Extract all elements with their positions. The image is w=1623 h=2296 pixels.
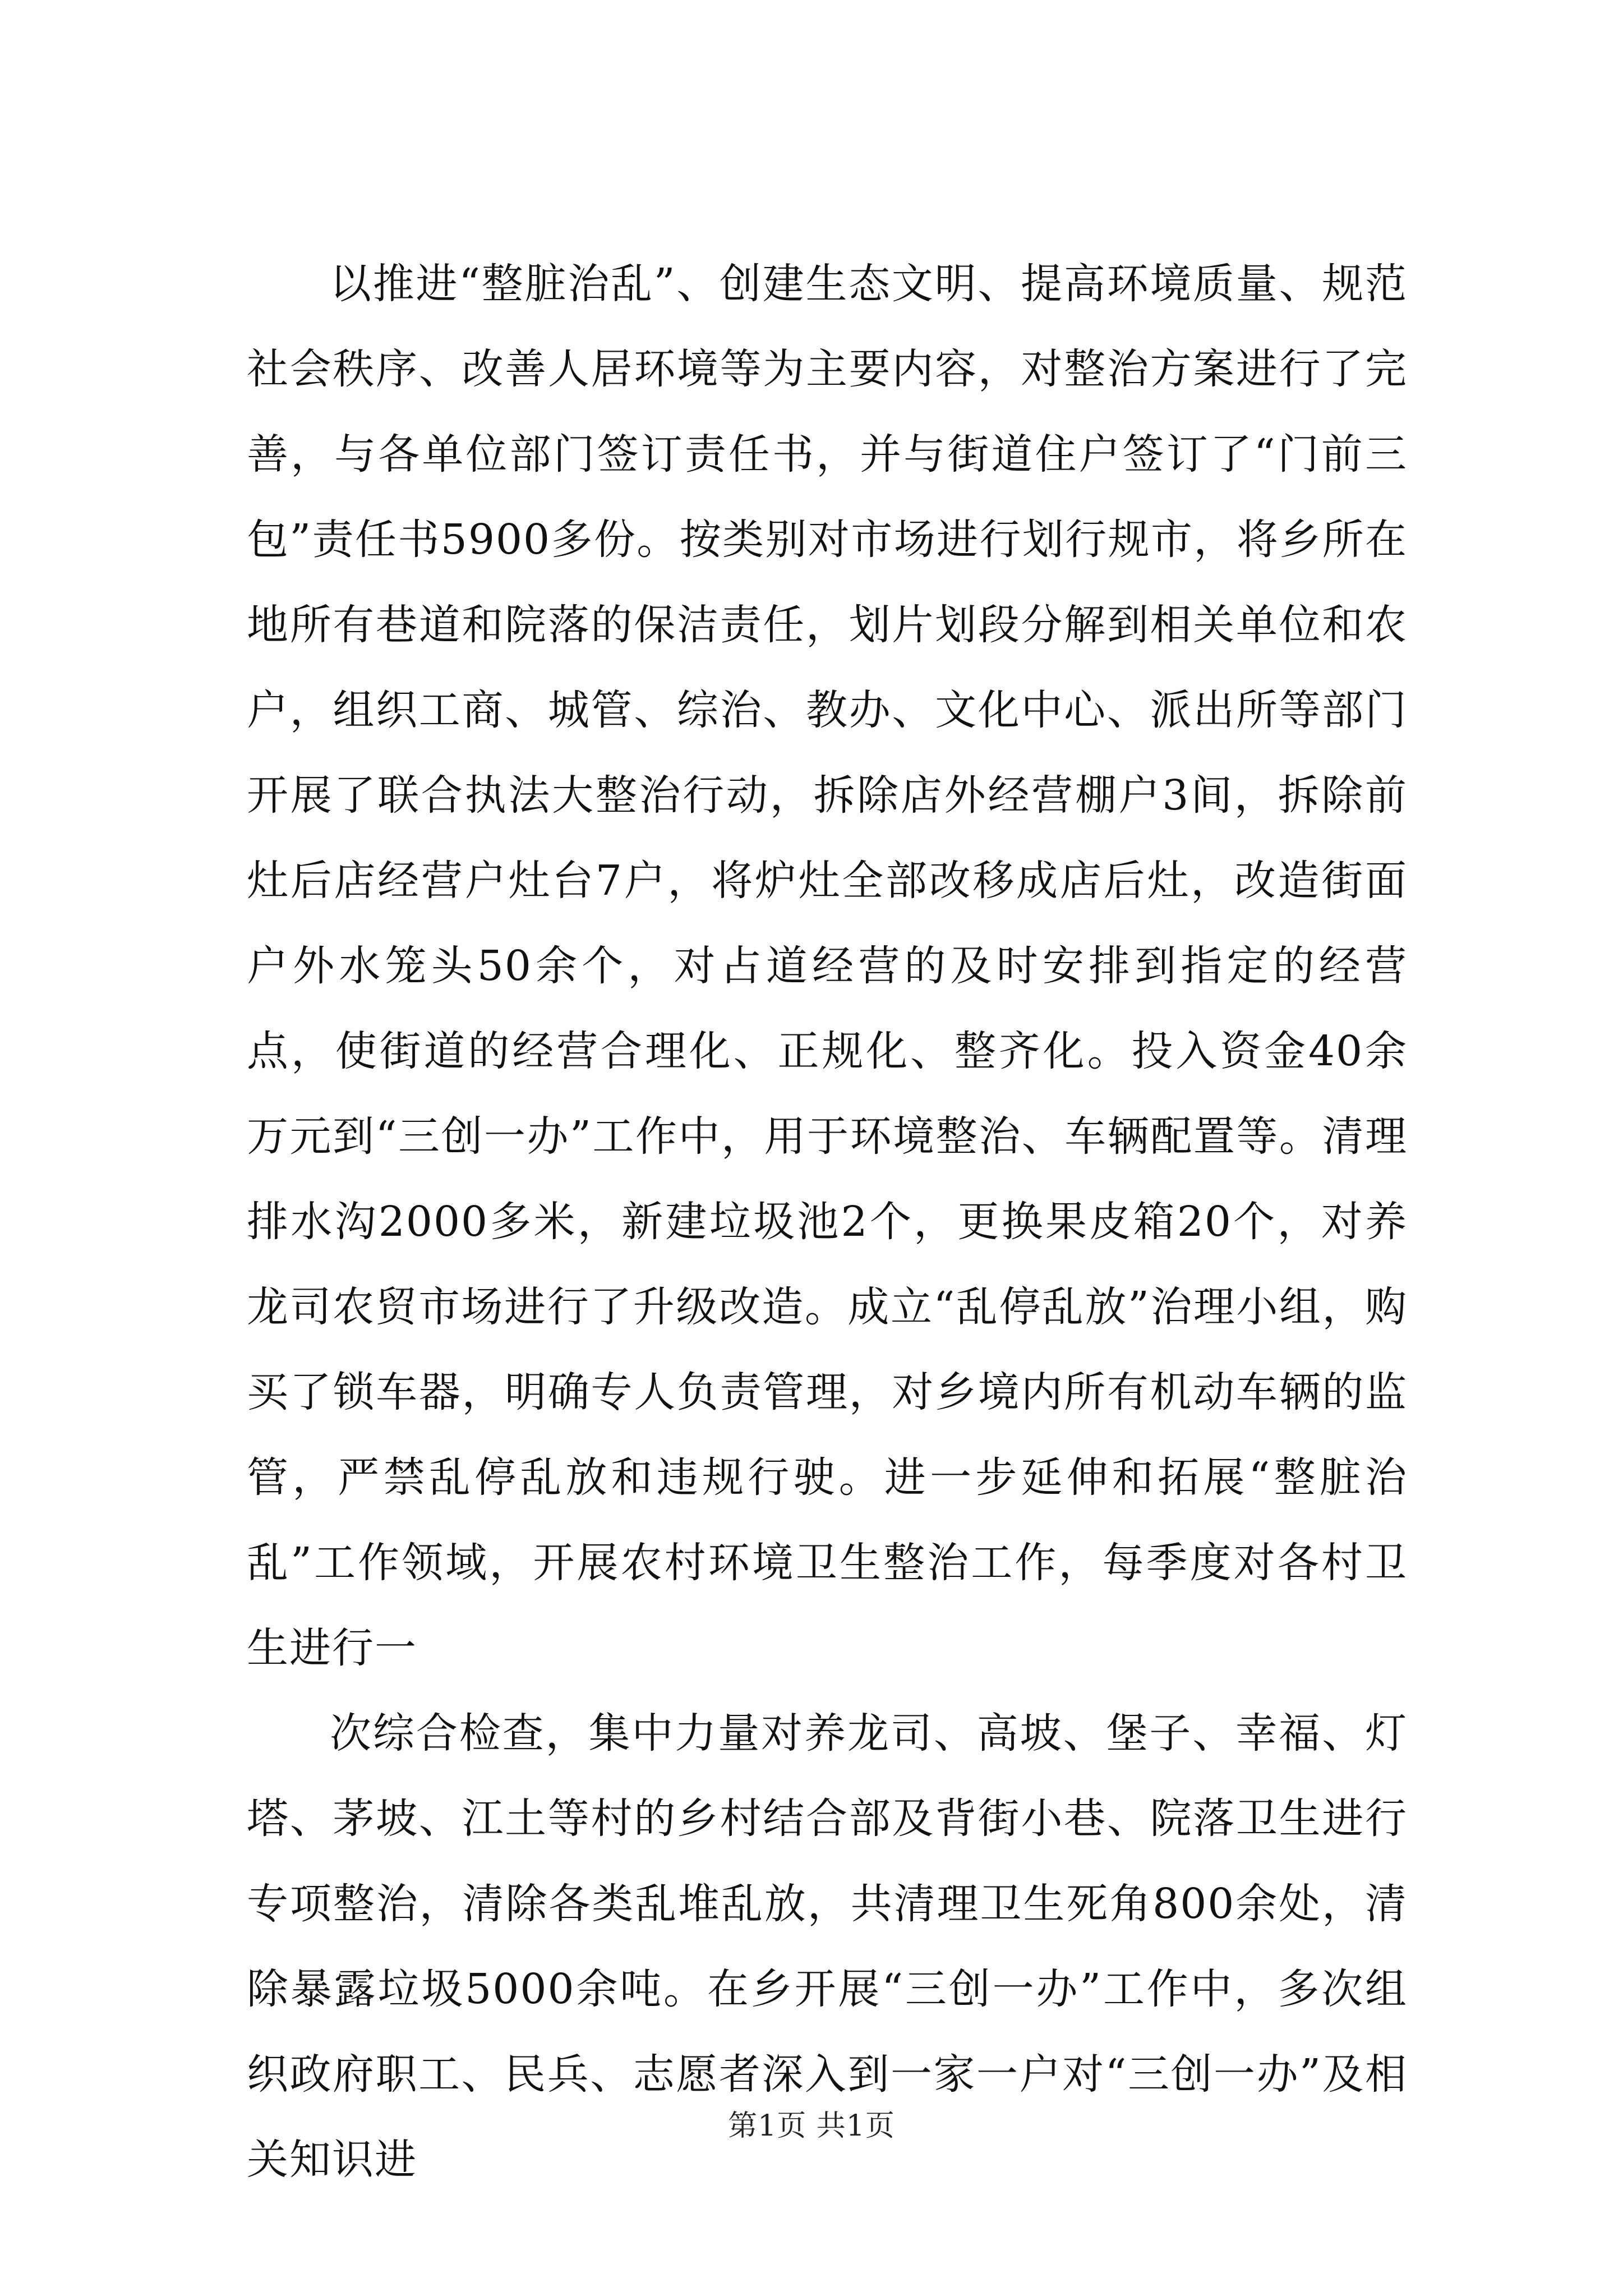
paragraph-1: 以推进“整脏治乱”、创建生态文明、提高环境质量、规范社会秩序、改善人居环境等为主要内容，对整治方案进行了完善，与各单位部门签订责任书，并与街道住户签订了“门前三包”责任书5900多份。按类别对市场进行划行规市，将乡所在地所有巷道和院落的保洁责任，划片划段分解到相关单位和农户，组织工商、城管、综治、教办、文化中心、派出所等部门开展了联合执法大整治行动，拆除店外经营棚户3间，拆除前灶后店经营户灶台7户，将炉灶全部改移成店后灶，改造街面户外水笼头50余个，对占道经营的及时安排到指定的经营点，使街道的经营合理化、正规化、整齐化。投入资金40余万元到“三创一办”工作中，用于环境整治、车辆配置等。清理排水沟2000多米，新建垃圾池2个，更换果皮箱20个，对养龙司农贸市场进行了升级改造。成立“乱停乱放”治理小组，购买了锁车器，明确专人负责管理，对乡境内所有机动车辆的监管，严禁乱停乱放和违规行驶。进一步延伸和拓展“整脏治乱”工作领域，开展农村环境卫生整治工作，每季度对各村卫生进行一	[247, 260, 1408, 1672]
page-footer: 第1页 共1页	[728, 2109, 895, 2143]
paragraph-2: 次综合检查，集中力量对养龙司、高坡、堡子、幸福、灯塔、茅坡、江土等村的乡村结合部及背街小巷、院落卫生进行专项整治，清除各类乱堆乱放，共清理卫生死角800余处，清除暴露垃圾5000余吨。在乡开展“三创一办”工作中，多次组织政府职工、民兵、志愿者深入到一家一户对“三创一办”及相关知识进	[247, 1709, 1408, 2184]
document-body	[247, 241, 1408, 2202]
